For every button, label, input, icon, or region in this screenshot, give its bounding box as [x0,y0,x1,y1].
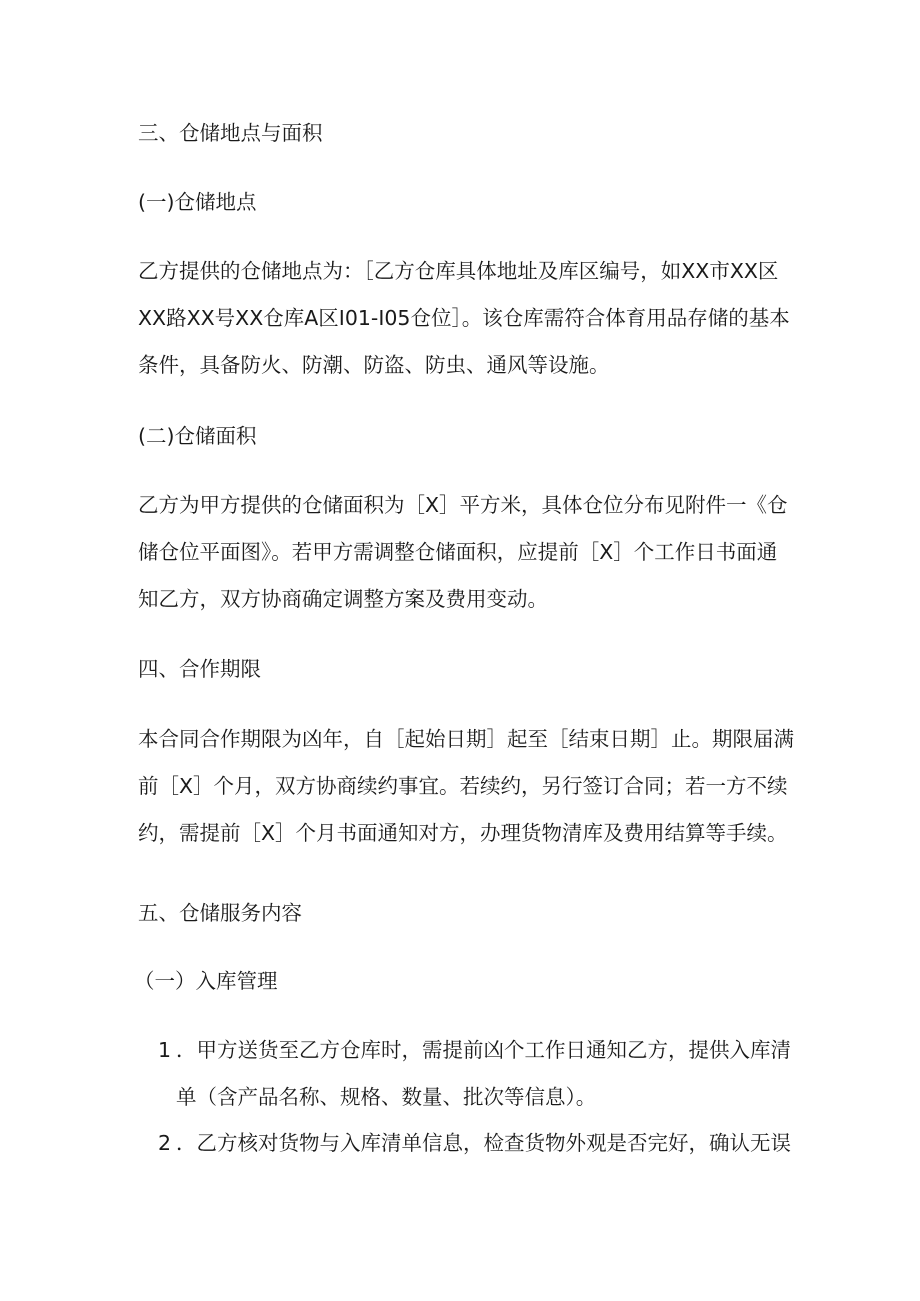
list-item-number: 2 [158,1131,172,1155]
section5-sub1-heading: （一）入库管理 [134,969,278,993]
paragraph-line: ．乙方核对货物与入库清单信息，检查货物外观是否完好，确认无误 [176,1131,791,1155]
section4-paragraph [138,716,794,857]
list-item-text [176,1027,796,1121]
section3-heading: 三、仓储地点与面积 [138,121,323,145]
paragraph-line: 储仓位平面图》。若甲方需调整仓储面积，应提前［X］个工作日书面通 [138,540,778,564]
paragraph-line: XX路XX号XX仓库A区I01-I05仓位］。该仓库需符合体育用品存储的基本 [138,306,790,330]
section3-sub2-paragraph [138,482,788,623]
paragraph-line: ．甲方送货至乙方仓库时，需提前凶个工作日通知乙方，提供入库清 [176,1038,791,1062]
paragraph-line: 本合同合作期限为凶年，自［起始日期］起至［结束日期］止。期限届满 [138,727,794,751]
paragraph-line: 乙方提供的仓储地点为：［乙方仓库具体地址及库区编号，如XX市XX区 [138,259,779,283]
paragraph-line: 乙方为甲方提供的仓储面积为［X］平方米，具体仓位分布见附件一《仓 [138,493,788,517]
list-item-text [176,1120,796,1167]
section3-sub1-heading: (一)仓储地点 [138,190,257,214]
section4-heading: 四、合作期限 [138,657,261,681]
paragraph-line: 知乙方，双方协商确定调整方案及费用变动。 [138,587,548,611]
section5-heading: 五、仓储服务内容 [138,901,302,925]
paragraph-line: 单（含产品名称、规格、数量、批次等信息）。 [176,1085,597,1109]
paragraph-line: 前［X］个月，双方协商续约事宜。若续约，另行签订合同；若一方不续 [138,774,788,798]
list-item-number: 1 [158,1038,172,1062]
section3-sub1-paragraph [138,248,788,389]
paragraph-line: 约，需提前［X］个月书面通知对方，办理货物清库及费用结算等手续。 [138,821,788,845]
paragraph-line: 条件，具备防火、防潮、防盗、防虫、通风等设施。 [138,353,610,377]
section3-sub2-heading: (二)仓储面积 [138,424,257,448]
